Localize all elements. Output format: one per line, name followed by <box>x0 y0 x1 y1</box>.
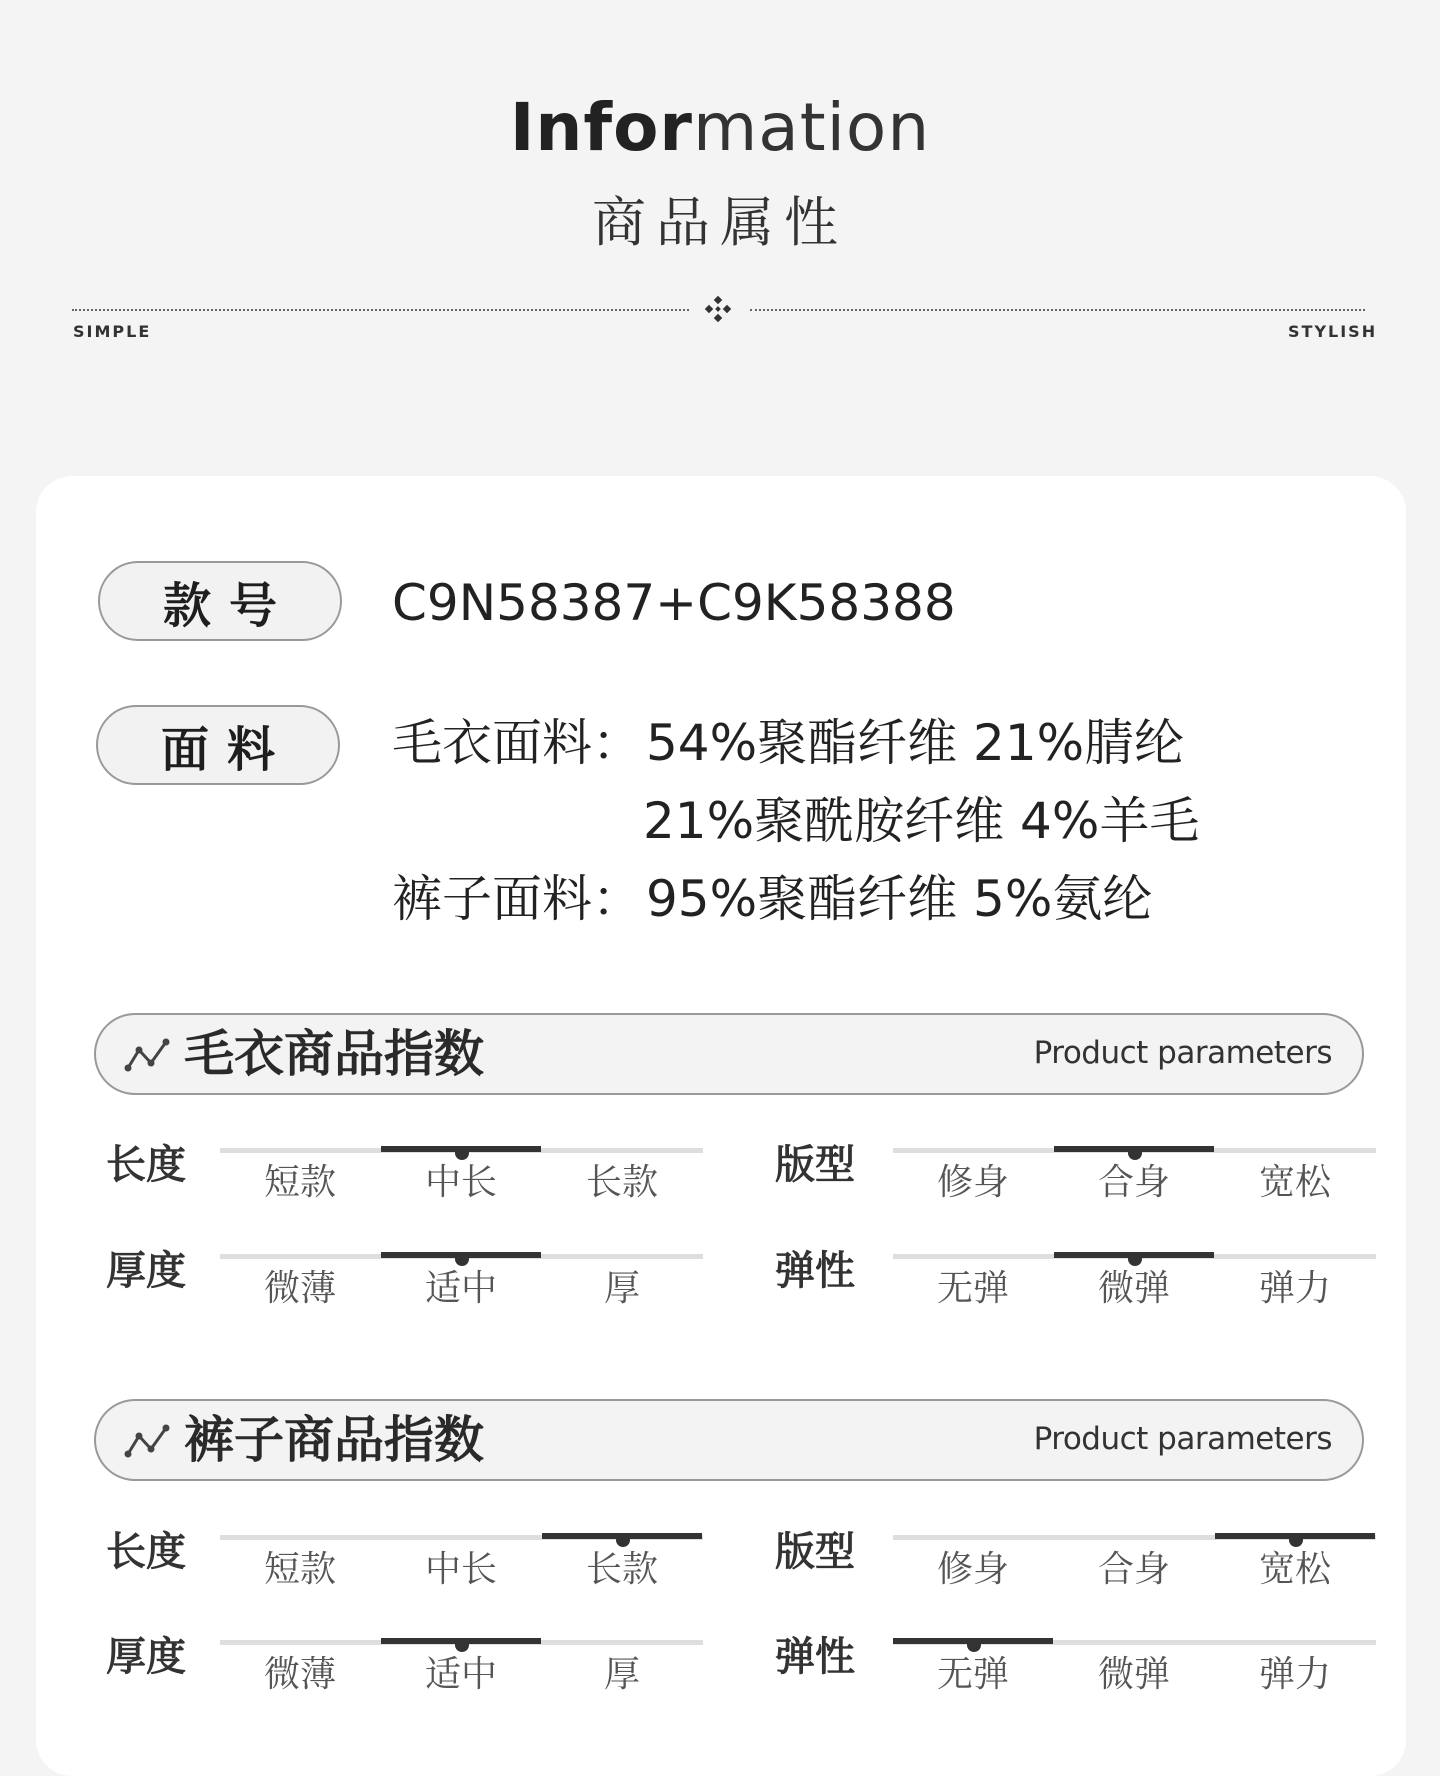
sweater-fabric-label: 毛衣面料： <box>392 714 642 772</box>
scale-indicator <box>455 1640 469 1652</box>
scale-option: 弹力 <box>1258 1268 1331 1309</box>
trend-line-icon <box>124 1037 170 1073</box>
scale-option: 微弹 <box>1097 1268 1170 1309</box>
scale-option: 宽松 <box>1258 1549 1331 1590</box>
scale-fit <box>893 1148 1376 1208</box>
scale-thickness <box>220 1640 703 1700</box>
section-header-pants <box>94 1399 1364 1481</box>
diamond-ornament-icon <box>703 294 733 324</box>
style-no-pill <box>98 561 342 641</box>
title-en-bold: Infor <box>509 89 693 166</box>
scale-indicator <box>1128 1148 1142 1160</box>
scale-thickness <box>220 1254 703 1314</box>
style-no-label: 款号 <box>162 577 295 634</box>
scale-option: 微薄 <box>263 1654 336 1695</box>
attr-label-fit: 版型 <box>775 1142 855 1188</box>
scale-option: 宽松 <box>1258 1162 1331 1203</box>
page-title-en <box>0 88 1440 168</box>
title-en-light: mation <box>692 89 931 166</box>
sweater-fabric-line2: 21%聚酰胺纤维 4%羊毛 <box>643 792 1200 850</box>
tag-simple: SIMPLE <box>73 322 152 341</box>
scale-option: 适中 <box>424 1268 497 1309</box>
scale-indicator <box>455 1148 469 1160</box>
attr-label-thickness: 厚度 <box>106 1248 186 1294</box>
scale-option: 微薄 <box>263 1268 336 1309</box>
fabric-label: 面料 <box>160 721 293 778</box>
scale-fit <box>893 1535 1376 1595</box>
scale-option: 短款 <box>263 1549 336 1590</box>
scale-option: 中长 <box>424 1162 497 1203</box>
scale-option: 合身 <box>1097 1549 1170 1590</box>
scale-option: 无弹 <box>936 1268 1009 1309</box>
section-header-sweater <box>94 1013 1364 1095</box>
scale-option: 长款 <box>585 1162 658 1203</box>
scale-option: 弹力 <box>1258 1654 1331 1695</box>
scale-indicator <box>1128 1254 1142 1266</box>
scale-option: 中长 <box>424 1549 497 1590</box>
trend-line-icon <box>124 1423 170 1459</box>
attr-label-fit: 版型 <box>775 1529 855 1575</box>
attr-label-elasticity: 弹性 <box>775 1634 855 1680</box>
divider-left <box>72 309 689 311</box>
section-title: 裤子商品指数 <box>184 1411 484 1469</box>
scale-option: 适中 <box>424 1654 497 1695</box>
scale-elasticity <box>893 1254 1376 1314</box>
pants-fabric-line: 95%聚酯纤维 5%氨纶 <box>646 870 1153 928</box>
scale-option: 微弹 <box>1097 1654 1170 1695</box>
attr-label-length: 长度 <box>106 1529 186 1575</box>
style-no-value: C9N58387+C9K58388 <box>392 574 956 632</box>
attr-label-length: 长度 <box>106 1142 186 1188</box>
attr-label-thickness: 厚度 <box>106 1634 186 1680</box>
scale-indicator <box>1289 1535 1303 1547</box>
page-title-cn: 商品属性 <box>592 191 848 254</box>
pants-fabric-label: 裤子面料： <box>392 870 642 928</box>
scale-option: 合身 <box>1097 1162 1170 1203</box>
scale-indicator <box>967 1640 981 1652</box>
scale-option: 修身 <box>936 1162 1009 1203</box>
scale-option: 短款 <box>263 1162 336 1203</box>
scale-elasticity <box>893 1640 1376 1700</box>
tag-stylish: STYLISH <box>1288 322 1378 341</box>
attr-label-elasticity: 弹性 <box>775 1248 855 1294</box>
fabric-pill <box>96 705 340 785</box>
scale-option: 修身 <box>936 1549 1009 1590</box>
section-subtitle: Product parameters <box>1033 1421 1332 1457</box>
section-subtitle: Product parameters <box>1033 1035 1332 1071</box>
scale-indicator <box>616 1535 630 1547</box>
scale-option: 无弹 <box>936 1654 1009 1695</box>
scale-option: 长款 <box>585 1549 658 1590</box>
scale-indicator <box>455 1254 469 1266</box>
sweater-fabric-line1: 54%聚酯纤维 21%腈纶 <box>646 714 1185 772</box>
scale-option: 厚 <box>603 1268 640 1309</box>
scale-length <box>220 1148 703 1208</box>
section-title: 毛衣商品指数 <box>184 1025 484 1083</box>
scale-length <box>220 1535 703 1595</box>
scale-option: 厚 <box>603 1654 640 1695</box>
divider-right <box>750 309 1365 311</box>
